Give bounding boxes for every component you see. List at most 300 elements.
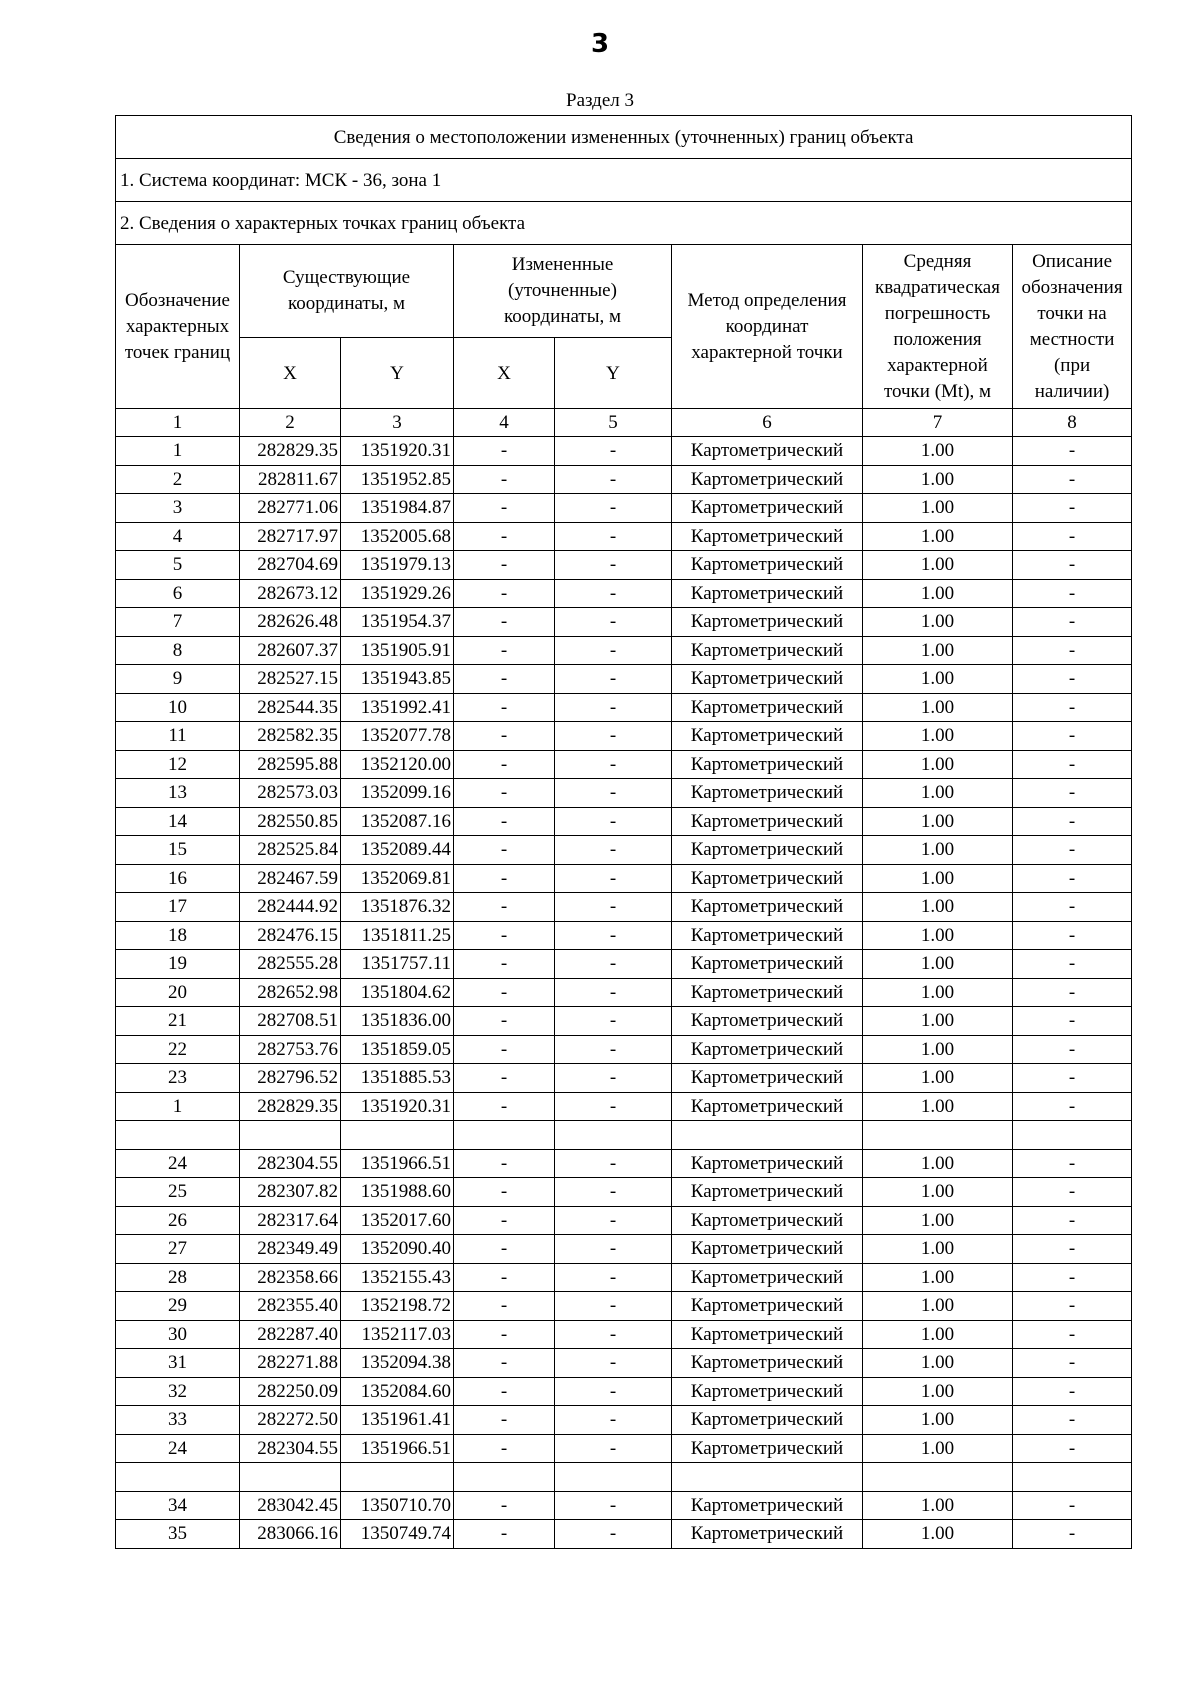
cell-description: -	[1013, 1235, 1132, 1264]
table-row	[116, 494, 1132, 523]
cell-point-id: 7	[116, 608, 240, 637]
cell-changed-y: -	[555, 978, 672, 1007]
cell-existing-x: 282349.49	[240, 1235, 341, 1264]
cell-error-mt: 1.00	[863, 1520, 1013, 1549]
cell-existing-y: 1352094.38	[341, 1349, 454, 1378]
cell-existing-y: 1351757.11	[341, 950, 454, 979]
points-heading: 2. Сведения о характерных точках границ объекта	[116, 202, 1132, 245]
cell-method: Картометрический	[672, 665, 863, 694]
cell-existing-x: 282525.84	[240, 836, 341, 865]
cell-changed-x: -	[454, 1035, 555, 1064]
cell-point-id: 12	[116, 750, 240, 779]
cell-point-id: 1	[116, 437, 240, 466]
cell-description: -	[1013, 636, 1132, 665]
cell-description: -	[1013, 1064, 1132, 1093]
cell-existing-x: 282272.50	[240, 1406, 341, 1435]
cell-existing-y: 1351988.60	[341, 1178, 454, 1207]
cell-point-id: 3	[116, 494, 240, 523]
cell-error-mt: 1.00	[863, 1178, 1013, 1207]
cell-error-mt: 1.00	[863, 1092, 1013, 1121]
table-row	[116, 437, 1132, 466]
table-row	[116, 750, 1132, 779]
cell-existing-x: 282829.35	[240, 437, 341, 466]
table-row	[116, 807, 1132, 836]
table-row	[116, 978, 1132, 1007]
cell-existing-x: 282287.40	[240, 1320, 341, 1349]
cell-existing-y: 1351920.31	[341, 437, 454, 466]
header-existing-y: Y	[341, 338, 454, 409]
cell-point-id: 19	[116, 950, 240, 979]
cell-changed-y: -	[555, 1406, 672, 1435]
cell-existing-y: 1351966.51	[341, 1434, 454, 1463]
cell-changed-y: -	[555, 693, 672, 722]
cell-existing-y: 1352087.16	[341, 807, 454, 836]
cell-point-id	[116, 1463, 240, 1492]
cell-error-mt: 1.00	[863, 978, 1013, 1007]
cell-changed-y: -	[555, 950, 672, 979]
cell-existing-x: 282444.92	[240, 893, 341, 922]
table-row	[116, 579, 1132, 608]
table-row	[116, 1349, 1132, 1378]
cell-existing-x: 282704.69	[240, 551, 341, 580]
cell-method: Картометрический	[672, 1434, 863, 1463]
cell-method	[672, 1463, 863, 1492]
cell-error-mt: 1.00	[863, 1007, 1013, 1036]
cell-existing-y: 1352155.43	[341, 1263, 454, 1292]
cell-existing-y: 1351876.32	[341, 893, 454, 922]
cell-method	[672, 1121, 863, 1150]
cell-existing-y: 1351905.91	[341, 636, 454, 665]
cell-changed-y: -	[555, 1320, 672, 1349]
cell-method: Картометрический	[672, 1406, 863, 1435]
cell-changed-y: -	[555, 1035, 672, 1064]
table-row	[116, 693, 1132, 722]
header-changed-x: X	[454, 338, 555, 409]
table-row	[116, 465, 1132, 494]
cell-description: -	[1013, 1035, 1132, 1064]
cell-method: Картометрический	[672, 1235, 863, 1264]
cell-error-mt: 1.00	[863, 950, 1013, 979]
cell-description: -	[1013, 522, 1132, 551]
cell-changed-x: -	[454, 978, 555, 1007]
cell-method: Картометрический	[672, 893, 863, 922]
cell-description: -	[1013, 1178, 1132, 1207]
cell-error-mt: 1.00	[863, 921, 1013, 950]
cell-description: -	[1013, 1007, 1132, 1036]
cell-point-id: 34	[116, 1491, 240, 1520]
cell-error-mt: 1.00	[863, 807, 1013, 836]
column-number: 3	[341, 409, 454, 437]
cell-method: Картометрический	[672, 693, 863, 722]
cell-changed-y: -	[555, 1178, 672, 1207]
cell-changed-y: -	[555, 893, 672, 922]
cell-changed-y: -	[555, 836, 672, 865]
cell-existing-y: 1351943.85	[341, 665, 454, 694]
table-row	[116, 551, 1132, 580]
cell-error-mt: 1.00	[863, 579, 1013, 608]
cell-existing-y: 1352005.68	[341, 522, 454, 551]
cell-point-id: 14	[116, 807, 240, 836]
cell-point-id: 21	[116, 1007, 240, 1036]
cell-changed-y: -	[555, 779, 672, 808]
cell-changed-y: -	[555, 1292, 672, 1321]
cell-existing-x: 282476.15	[240, 921, 341, 950]
cell-changed-x: -	[454, 750, 555, 779]
header-designation: Обозначение характерных точек границ	[116, 245, 240, 409]
cell-error-mt: 1.00	[863, 836, 1013, 865]
table-row	[116, 608, 1132, 637]
cell-error-mt: 1.00	[863, 693, 1013, 722]
cell-changed-x: -	[454, 1206, 555, 1235]
cell-point-id: 26	[116, 1206, 240, 1235]
cell-existing-x: 282467.59	[240, 864, 341, 893]
cell-error-mt: 1.00	[863, 1292, 1013, 1321]
column-number: 6	[672, 409, 863, 437]
header-method: Метод определения координат характерной точки	[672, 245, 863, 409]
column-number: 5	[555, 409, 672, 437]
cell-changed-y: -	[555, 1263, 672, 1292]
cell-changed-y: -	[555, 608, 672, 637]
cell-changed-x: -	[454, 1263, 555, 1292]
cell-changed-y: -	[555, 1092, 672, 1121]
cell-existing-x: 282317.64	[240, 1206, 341, 1235]
cell-existing-x: 282673.12	[240, 579, 341, 608]
cell-changed-y: -	[555, 864, 672, 893]
cell-point-id: 16	[116, 864, 240, 893]
cell-existing-y: 1351961.41	[341, 1406, 454, 1435]
header-changed-y: Y	[555, 338, 672, 409]
cell-changed-y: -	[555, 579, 672, 608]
table-row	[116, 1206, 1132, 1235]
cell-error-mt: 1.00	[863, 779, 1013, 808]
cell-changed-x: -	[454, 1007, 555, 1036]
cell-existing-x: 283066.16	[240, 1520, 341, 1549]
cell-existing-x: 282811.67	[240, 465, 341, 494]
cell-existing-y: 1351920.31	[341, 1092, 454, 1121]
table-row	[116, 779, 1132, 808]
cell-existing-x: 282358.66	[240, 1263, 341, 1292]
cell-changed-x: -	[454, 864, 555, 893]
cell-method: Картометрический	[672, 950, 863, 979]
cell-point-id: 5	[116, 551, 240, 580]
cell-changed-x: -	[454, 1178, 555, 1207]
table-row	[116, 1406, 1132, 1435]
cell-method: Картометрический	[672, 1149, 863, 1178]
cell-description: -	[1013, 1520, 1132, 1549]
cell-method: Картометрический	[672, 1178, 863, 1207]
header-error: Средняя квадратическая погрешность положения характерной точки (Mt), м	[863, 245, 1013, 409]
cell-existing-y: 1352090.40	[341, 1235, 454, 1264]
cell-changed-x: -	[454, 1235, 555, 1264]
cell-point-id: 13	[116, 779, 240, 808]
cell-existing-x: 282582.35	[240, 722, 341, 751]
table-row	[116, 1007, 1132, 1036]
cell-description: -	[1013, 1092, 1132, 1121]
table-row	[116, 1434, 1132, 1463]
cell-changed-y: -	[555, 636, 672, 665]
cell-description: -	[1013, 551, 1132, 580]
cell-point-id: 24	[116, 1149, 240, 1178]
cell-changed-y: -	[555, 1149, 672, 1178]
cell-existing-y: 1351979.13	[341, 551, 454, 580]
cell-existing-x: 282595.88	[240, 750, 341, 779]
cell-error-mt: 1.00	[863, 722, 1013, 751]
cell-changed-y: -	[555, 1377, 672, 1406]
cell-point-id: 23	[116, 1064, 240, 1093]
cell-changed-y: -	[555, 437, 672, 466]
cell-method: Картометрический	[672, 750, 863, 779]
cell-point-id: 35	[116, 1520, 240, 1549]
cell-point-id: 31	[116, 1349, 240, 1378]
cell-changed-x: -	[454, 1434, 555, 1463]
cell-description: -	[1013, 494, 1132, 523]
table-row	[116, 1491, 1132, 1520]
cell-existing-x: 282717.97	[240, 522, 341, 551]
cell-existing-x: 282771.06	[240, 494, 341, 523]
cell-changed-x	[454, 1121, 555, 1150]
cell-changed-x: -	[454, 1149, 555, 1178]
cell-method: Картометрический	[672, 1349, 863, 1378]
cell-error-mt: 1.00	[863, 864, 1013, 893]
cell-changed-y: -	[555, 1007, 672, 1036]
cell-existing-x: 282796.52	[240, 1064, 341, 1093]
cell-existing-y: 1351836.00	[341, 1007, 454, 1036]
cell-existing-y: 1352077.78	[341, 722, 454, 751]
cell-method: Картометрический	[672, 437, 863, 466]
cell-existing-x: 282250.09	[240, 1377, 341, 1406]
cell-changed-x: -	[454, 522, 555, 551]
cell-description: -	[1013, 978, 1132, 1007]
cell-description: -	[1013, 437, 1132, 466]
table-row	[116, 1377, 1132, 1406]
table-row	[116, 636, 1132, 665]
cell-method: Картометрический	[672, 494, 863, 523]
cell-method: Картометрический	[672, 1491, 863, 1520]
cell-existing-y: 1352069.81	[341, 864, 454, 893]
cell-changed-x: -	[454, 722, 555, 751]
cell-description: -	[1013, 1377, 1132, 1406]
cell-description: -	[1013, 608, 1132, 637]
cell-point-id: 2	[116, 465, 240, 494]
section-title: Раздел 3	[566, 90, 634, 111]
cell-point-id	[116, 1121, 240, 1150]
cell-description: -	[1013, 807, 1132, 836]
cell-changed-x: -	[454, 1092, 555, 1121]
table-row	[116, 1320, 1132, 1349]
cell-existing-y: 1351954.37	[341, 608, 454, 637]
cell-changed-x: -	[454, 1520, 555, 1549]
cell-changed-y: -	[555, 665, 672, 694]
table-row	[116, 893, 1132, 922]
cell-point-id: 6	[116, 579, 240, 608]
cell-existing-x: 282555.28	[240, 950, 341, 979]
cell-changed-y: -	[555, 522, 672, 551]
column-numbers-row	[116, 409, 1132, 437]
cell-error-mt: 1.00	[863, 437, 1013, 466]
cell-method: Картометрический	[672, 779, 863, 808]
cell-existing-x: 282355.40	[240, 1292, 341, 1321]
table-row	[116, 921, 1132, 950]
cell-description: -	[1013, 779, 1132, 808]
table-row	[116, 1520, 1132, 1549]
cell-existing-y: 1350710.70	[341, 1491, 454, 1520]
cell-existing-x: 282527.15	[240, 665, 341, 694]
cell-method: Картометрический	[672, 1520, 863, 1549]
cell-point-id: 1	[116, 1092, 240, 1121]
table-row	[116, 522, 1132, 551]
cell-point-id: 18	[116, 921, 240, 950]
cell-changed-x: -	[454, 437, 555, 466]
cell-changed-x: -	[454, 1349, 555, 1378]
cell-error-mt: 1.00	[863, 1064, 1013, 1093]
cell-existing-x: 282829.35	[240, 1092, 341, 1121]
cell-error-mt: 1.00	[863, 551, 1013, 580]
cell-point-id: 10	[116, 693, 240, 722]
cell-method: Картометрический	[672, 1035, 863, 1064]
cell-point-id: 30	[116, 1320, 240, 1349]
cell-point-id: 27	[116, 1235, 240, 1264]
cell-method: Картометрический	[672, 579, 863, 608]
cell-point-id: 22	[116, 1035, 240, 1064]
cell-changed-x: -	[454, 551, 555, 580]
cell-point-id: 20	[116, 978, 240, 1007]
column-number: 2	[240, 409, 341, 437]
cell-changed-x: -	[454, 893, 555, 922]
table-row	[116, 1092, 1132, 1121]
cell-changed-x: -	[454, 807, 555, 836]
cell-changed-y	[555, 1121, 672, 1150]
cell-changed-x: -	[454, 921, 555, 950]
cell-changed-x: -	[454, 693, 555, 722]
table-row	[116, 864, 1132, 893]
cell-description: -	[1013, 1434, 1132, 1463]
cell-point-id: 4	[116, 522, 240, 551]
table-row	[116, 836, 1132, 865]
cell-description: -	[1013, 864, 1132, 893]
cell-point-id: 29	[116, 1292, 240, 1321]
cell-changed-x: -	[454, 1377, 555, 1406]
cell-description: -	[1013, 465, 1132, 494]
cell-description: -	[1013, 579, 1132, 608]
cell-error-mt: 1.00	[863, 1235, 1013, 1264]
cell-point-id: 8	[116, 636, 240, 665]
cell-existing-y: 1351804.62	[341, 978, 454, 1007]
cell-error-mt: 1.00	[863, 522, 1013, 551]
cell-existing-y: 1352084.60	[341, 1377, 454, 1406]
cell-method: Картометрический	[672, 1064, 863, 1093]
cell-changed-y: -	[555, 1349, 672, 1378]
cell-error-mt: 1.00	[863, 1491, 1013, 1520]
cell-changed-y	[555, 1463, 672, 1492]
cell-changed-x: -	[454, 1320, 555, 1349]
cell-changed-x: -	[454, 465, 555, 494]
cell-description: -	[1013, 1206, 1132, 1235]
cell-changed-y: -	[555, 921, 672, 950]
cell-changed-y: -	[555, 1520, 672, 1549]
cell-method: Картометрический	[672, 1092, 863, 1121]
cell-existing-x: 282271.88	[240, 1349, 341, 1378]
header-existing-x: X	[240, 338, 341, 409]
table-row	[116, 950, 1132, 979]
column-number: 1	[116, 409, 240, 437]
cell-changed-x	[454, 1463, 555, 1492]
cell-existing-y: 1352017.60	[341, 1206, 454, 1235]
cell-method: Картометрический	[672, 1292, 863, 1321]
cell-error-mt: 1.00	[863, 1206, 1013, 1235]
cell-existing-x: 282307.82	[240, 1178, 341, 1207]
separator-row	[116, 1463, 1132, 1492]
cell-existing-y	[341, 1121, 454, 1150]
cell-existing-y: 1352198.72	[341, 1292, 454, 1321]
cell-changed-y: -	[555, 1206, 672, 1235]
header-existing-coords: Существующие координаты, м	[240, 245, 454, 338]
cell-method: Картометрический	[672, 921, 863, 950]
cell-error-mt: 1.00	[863, 1349, 1013, 1378]
cell-existing-x: 282652.98	[240, 978, 341, 1007]
cell-error-mt	[863, 1463, 1013, 1492]
cell-point-id: 9	[116, 665, 240, 694]
cell-existing-y: 1351811.25	[341, 921, 454, 950]
cell-description: -	[1013, 1263, 1132, 1292]
cell-error-mt: 1.00	[863, 1263, 1013, 1292]
table-row	[116, 1035, 1132, 1064]
cell-existing-x: 282607.37	[240, 636, 341, 665]
cell-description: -	[1013, 836, 1132, 865]
cell-description: -	[1013, 1292, 1132, 1321]
cell-changed-y: -	[555, 750, 672, 779]
column-number: 7	[863, 409, 1013, 437]
column-number: 8	[1013, 409, 1132, 437]
table-title: Сведения о местоположении измененных (уточненных) границ объекта	[116, 116, 1132, 159]
cell-method: Картометрический	[672, 465, 863, 494]
cell-description: -	[1013, 1320, 1132, 1349]
cell-changed-x: -	[454, 579, 555, 608]
cell-changed-x: -	[454, 950, 555, 979]
cell-description: -	[1013, 750, 1132, 779]
cell-changed-x: -	[454, 636, 555, 665]
cell-error-mt: 1.00	[863, 636, 1013, 665]
cell-existing-x: 282573.03	[240, 779, 341, 808]
cell-point-id: 33	[116, 1406, 240, 1435]
cell-description: -	[1013, 722, 1132, 751]
cell-existing-y: 1351966.51	[341, 1149, 454, 1178]
cell-method: Картометрический	[672, 978, 863, 1007]
table-row	[116, 1263, 1132, 1292]
cell-existing-y: 1350749.74	[341, 1520, 454, 1549]
cell-description	[1013, 1463, 1132, 1492]
cell-error-mt: 1.00	[863, 665, 1013, 694]
cell-changed-y: -	[555, 494, 672, 523]
cell-changed-y: -	[555, 807, 672, 836]
table-row	[116, 1292, 1132, 1321]
cell-existing-x	[240, 1463, 341, 1492]
cell-method: Картометрический	[672, 608, 863, 637]
cell-error-mt: 1.00	[863, 1320, 1013, 1349]
cell-existing-y: 1351992.41	[341, 693, 454, 722]
cell-changed-y: -	[555, 1235, 672, 1264]
cell-changed-y: -	[555, 722, 672, 751]
cell-method: Картометрический	[672, 722, 863, 751]
cell-changed-y: -	[555, 1491, 672, 1520]
cell-point-id: 17	[116, 893, 240, 922]
cell-existing-y	[341, 1463, 454, 1492]
cell-point-id: 11	[116, 722, 240, 751]
cell-error-mt: 1.00	[863, 1377, 1013, 1406]
cell-changed-x: -	[454, 836, 555, 865]
cell-existing-y: 1352117.03	[341, 1320, 454, 1349]
cell-error-mt	[863, 1121, 1013, 1150]
cell-error-mt: 1.00	[863, 1406, 1013, 1435]
